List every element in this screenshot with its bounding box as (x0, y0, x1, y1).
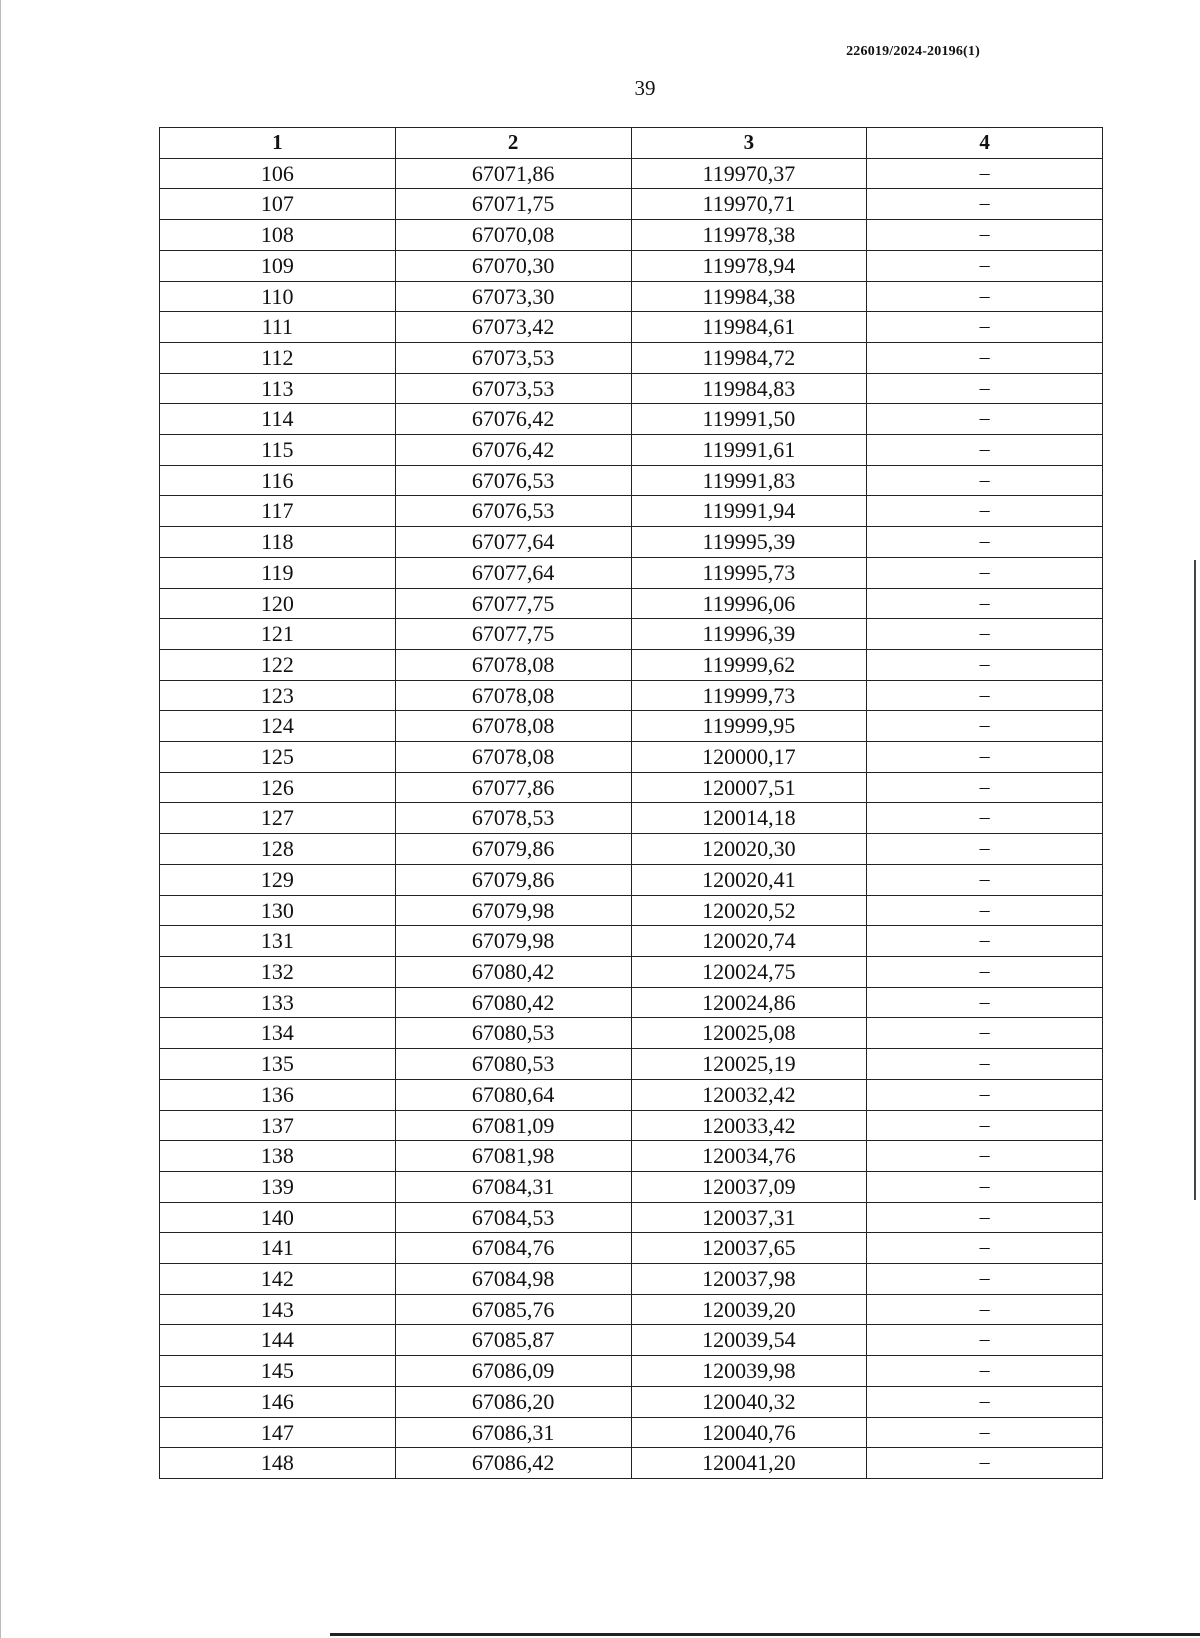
note-cell: – (867, 1079, 1103, 1110)
y-coordinate-cell: 119984,38 (631, 281, 867, 312)
x-coordinate-cell: 67078,08 (395, 742, 631, 773)
point-number-cell: 123 (160, 680, 396, 711)
x-coordinate-cell: 67076,53 (395, 496, 631, 527)
point-number-cell: 126 (160, 772, 396, 803)
y-coordinate-cell: 120000,17 (631, 742, 867, 773)
y-coordinate-cell: 120039,98 (631, 1356, 867, 1387)
x-coordinate-cell: 67079,86 (395, 834, 631, 865)
point-number-cell: 116 (160, 465, 396, 496)
table-row (160, 1448, 1103, 1479)
table-row (160, 926, 1103, 957)
point-number-cell: 127 (160, 803, 396, 834)
table-row (160, 312, 1103, 343)
note-cell: – (867, 1448, 1103, 1479)
point-number-cell: 114 (160, 404, 396, 435)
y-coordinate-cell: 119984,72 (631, 342, 867, 373)
y-coordinate-cell: 119991,94 (631, 496, 867, 527)
x-coordinate-cell: 67080,42 (395, 956, 631, 987)
point-number-cell: 108 (160, 220, 396, 251)
note-cell: – (867, 895, 1103, 926)
x-coordinate-cell: 67073,53 (395, 342, 631, 373)
table-row (160, 465, 1103, 496)
point-number-cell: 144 (160, 1325, 396, 1356)
y-coordinate-cell: 120033,42 (631, 1110, 867, 1141)
x-coordinate-cell: 67077,75 (395, 588, 631, 619)
coordinates-table (159, 127, 1103, 1479)
table-row (160, 1264, 1103, 1295)
table-row (160, 342, 1103, 373)
y-coordinate-cell: 119978,94 (631, 250, 867, 281)
note-cell: – (867, 1417, 1103, 1448)
y-coordinate-cell: 119991,61 (631, 435, 867, 466)
y-coordinate-cell: 120037,09 (631, 1171, 867, 1202)
point-number-cell: 146 (160, 1386, 396, 1417)
y-coordinate-cell: 119996,39 (631, 619, 867, 650)
note-cell: – (867, 158, 1103, 189)
y-coordinate-cell: 119999,73 (631, 680, 867, 711)
table-row (160, 250, 1103, 281)
note-cell: – (867, 1233, 1103, 1264)
point-number-cell: 109 (160, 250, 396, 281)
y-coordinate-cell: 120007,51 (631, 772, 867, 803)
point-number-cell: 132 (160, 956, 396, 987)
page-number: 39 (634, 76, 656, 100)
y-coordinate-cell: 119984,61 (631, 312, 867, 343)
column-header: 2 (395, 128, 631, 159)
table-header (160, 128, 1103, 159)
table-row (160, 711, 1103, 742)
note-cell: – (867, 1325, 1103, 1356)
x-coordinate-cell: 67077,86 (395, 772, 631, 803)
coordinates-table-container (159, 127, 1103, 1479)
y-coordinate-cell: 120037,65 (631, 1233, 867, 1264)
table-row (160, 1141, 1103, 1172)
table-row (160, 435, 1103, 466)
note-cell: – (867, 1049, 1103, 1080)
note-cell: – (867, 926, 1103, 957)
x-coordinate-cell: 67086,31 (395, 1417, 631, 1448)
table-row (160, 1356, 1103, 1387)
point-number-cell: 143 (160, 1294, 396, 1325)
note-cell: – (867, 342, 1103, 373)
table-row (160, 496, 1103, 527)
y-coordinate-cell: 119978,38 (631, 220, 867, 251)
y-coordinate-cell: 120040,76 (631, 1417, 867, 1448)
y-coordinate-cell: 120040,32 (631, 1386, 867, 1417)
point-number-cell: 147 (160, 1417, 396, 1448)
x-coordinate-cell: 67081,09 (395, 1110, 631, 1141)
point-number-cell: 130 (160, 895, 396, 926)
note-cell: – (867, 250, 1103, 281)
scan-edge-left (0, 0, 1, 1638)
note-cell: – (867, 987, 1103, 1018)
table-row (160, 281, 1103, 312)
x-coordinate-cell: 67079,86 (395, 864, 631, 895)
point-number-cell: 128 (160, 834, 396, 865)
note-cell: – (867, 496, 1103, 527)
note-cell: – (867, 465, 1103, 496)
y-coordinate-cell: 120039,54 (631, 1325, 867, 1356)
note-cell: – (867, 1110, 1103, 1141)
point-number-cell: 110 (160, 281, 396, 312)
point-number-cell: 107 (160, 189, 396, 220)
note-cell: – (867, 281, 1103, 312)
note-cell: – (867, 803, 1103, 834)
column-header: 4 (867, 128, 1103, 159)
x-coordinate-cell: 67078,08 (395, 711, 631, 742)
y-coordinate-cell: 119984,83 (631, 373, 867, 404)
document-reference: 226019/2024-20196(1) (846, 44, 980, 59)
table-row (160, 220, 1103, 251)
y-coordinate-cell: 120025,08 (631, 1018, 867, 1049)
note-cell: – (867, 557, 1103, 588)
table-row (160, 1049, 1103, 1080)
scan-edge-bottom (330, 1633, 1200, 1636)
x-coordinate-cell: 67086,20 (395, 1386, 631, 1417)
y-coordinate-cell: 120034,76 (631, 1141, 867, 1172)
x-coordinate-cell: 67070,30 (395, 250, 631, 281)
point-number-cell: 119 (160, 557, 396, 588)
table-row (160, 864, 1103, 895)
x-coordinate-cell: 67080,53 (395, 1018, 631, 1049)
note-cell: – (867, 189, 1103, 220)
x-coordinate-cell: 67076,53 (395, 465, 631, 496)
y-coordinate-cell: 119970,37 (631, 158, 867, 189)
table-row (160, 619, 1103, 650)
y-coordinate-cell: 119999,62 (631, 649, 867, 680)
table-header-row (160, 128, 1103, 159)
x-coordinate-cell: 67071,75 (395, 189, 631, 220)
x-coordinate-cell: 67077,64 (395, 527, 631, 558)
note-cell: – (867, 834, 1103, 865)
point-number-cell: 131 (160, 926, 396, 957)
table-body (160, 158, 1103, 1478)
note-cell: – (867, 373, 1103, 404)
table-row (160, 1294, 1103, 1325)
point-number-cell: 148 (160, 1448, 396, 1479)
table-row (160, 895, 1103, 926)
note-cell: – (867, 435, 1103, 466)
y-coordinate-cell: 120032,42 (631, 1079, 867, 1110)
x-coordinate-cell: 67078,08 (395, 680, 631, 711)
point-number-cell: 135 (160, 1049, 396, 1080)
point-number-cell: 113 (160, 373, 396, 404)
y-coordinate-cell: 120020,30 (631, 834, 867, 865)
table-row (160, 1417, 1103, 1448)
note-cell: – (867, 1202, 1103, 1233)
x-coordinate-cell: 67085,87 (395, 1325, 631, 1356)
note-cell: – (867, 772, 1103, 803)
note-cell: – (867, 527, 1103, 558)
x-coordinate-cell: 67084,31 (395, 1171, 631, 1202)
table-row (160, 1202, 1103, 1233)
y-coordinate-cell: 120020,52 (631, 895, 867, 926)
point-number-cell: 129 (160, 864, 396, 895)
table-row (160, 987, 1103, 1018)
note-cell: – (867, 619, 1103, 650)
y-coordinate-cell: 119999,95 (631, 711, 867, 742)
y-coordinate-cell: 119991,50 (631, 404, 867, 435)
x-coordinate-cell: 67080,64 (395, 1079, 631, 1110)
table-row (160, 1110, 1103, 1141)
x-coordinate-cell: 67084,53 (395, 1202, 631, 1233)
point-number-cell: 136 (160, 1079, 396, 1110)
table-row (160, 1325, 1103, 1356)
x-coordinate-cell: 67078,53 (395, 803, 631, 834)
table-row (160, 772, 1103, 803)
x-coordinate-cell: 67076,42 (395, 435, 631, 466)
scan-edge-right (1194, 560, 1196, 1200)
note-cell: – (867, 312, 1103, 343)
point-number-cell: 111 (160, 312, 396, 343)
point-number-cell: 142 (160, 1264, 396, 1295)
note-cell: – (867, 1294, 1103, 1325)
point-number-cell: 141 (160, 1233, 396, 1264)
note-cell: – (867, 1356, 1103, 1387)
note-cell: – (867, 1264, 1103, 1295)
point-number-cell: 140 (160, 1202, 396, 1233)
y-coordinate-cell: 119996,06 (631, 588, 867, 619)
table-row (160, 158, 1103, 189)
note-cell: – (867, 1018, 1103, 1049)
y-coordinate-cell: 120014,18 (631, 803, 867, 834)
x-coordinate-cell: 67079,98 (395, 895, 631, 926)
x-coordinate-cell: 67073,30 (395, 281, 631, 312)
table-row (160, 527, 1103, 558)
y-coordinate-cell: 119995,39 (631, 527, 867, 558)
x-coordinate-cell: 67070,08 (395, 220, 631, 251)
point-number-cell: 133 (160, 987, 396, 1018)
y-coordinate-cell: 119970,71 (631, 189, 867, 220)
y-coordinate-cell: 119991,83 (631, 465, 867, 496)
x-coordinate-cell: 67073,53 (395, 373, 631, 404)
point-number-cell: 124 (160, 711, 396, 742)
note-cell: – (867, 1141, 1103, 1172)
table-row (160, 680, 1103, 711)
point-number-cell: 120 (160, 588, 396, 619)
point-number-cell: 106 (160, 158, 396, 189)
note-cell: – (867, 742, 1103, 773)
x-coordinate-cell: 67085,76 (395, 1294, 631, 1325)
note-cell: – (867, 1386, 1103, 1417)
table-row (160, 742, 1103, 773)
table-row (160, 404, 1103, 435)
table-row (160, 1018, 1103, 1049)
point-number-cell: 112 (160, 342, 396, 373)
y-coordinate-cell: 120037,31 (631, 1202, 867, 1233)
table-row (160, 1233, 1103, 1264)
table-row (160, 1171, 1103, 1202)
y-coordinate-cell: 120024,86 (631, 987, 867, 1018)
y-coordinate-cell: 120041,20 (631, 1448, 867, 1479)
table-row (160, 834, 1103, 865)
x-coordinate-cell: 67078,08 (395, 649, 631, 680)
note-cell: – (867, 649, 1103, 680)
point-number-cell: 117 (160, 496, 396, 527)
table-row (160, 373, 1103, 404)
y-coordinate-cell: 120024,75 (631, 956, 867, 987)
x-coordinate-cell: 67084,98 (395, 1264, 631, 1295)
y-coordinate-cell: 119995,73 (631, 557, 867, 588)
x-coordinate-cell: 67079,98 (395, 926, 631, 957)
y-coordinate-cell: 120039,20 (631, 1294, 867, 1325)
x-coordinate-cell: 67073,42 (395, 312, 631, 343)
x-coordinate-cell: 67084,76 (395, 1233, 631, 1264)
note-cell: – (867, 588, 1103, 619)
point-number-cell: 115 (160, 435, 396, 466)
point-number-cell: 134 (160, 1018, 396, 1049)
y-coordinate-cell: 120020,41 (631, 864, 867, 895)
point-number-cell: 137 (160, 1110, 396, 1141)
table-row (160, 189, 1103, 220)
note-cell: – (867, 404, 1103, 435)
column-header: 3 (631, 128, 867, 159)
x-coordinate-cell: 67077,75 (395, 619, 631, 650)
table-row (160, 588, 1103, 619)
table-row (160, 956, 1103, 987)
note-cell: – (867, 864, 1103, 895)
point-number-cell: 125 (160, 742, 396, 773)
point-number-cell: 139 (160, 1171, 396, 1202)
x-coordinate-cell: 67071,86 (395, 158, 631, 189)
column-header: 1 (160, 128, 396, 159)
note-cell: – (867, 1171, 1103, 1202)
y-coordinate-cell: 120025,19 (631, 1049, 867, 1080)
y-coordinate-cell: 120037,98 (631, 1264, 867, 1295)
table-row (160, 1386, 1103, 1417)
point-number-cell: 118 (160, 527, 396, 558)
point-number-cell: 121 (160, 619, 396, 650)
x-coordinate-cell: 67076,42 (395, 404, 631, 435)
point-number-cell: 145 (160, 1356, 396, 1387)
table-row (160, 649, 1103, 680)
x-coordinate-cell: 67086,42 (395, 1448, 631, 1479)
note-cell: – (867, 680, 1103, 711)
point-number-cell: 138 (160, 1141, 396, 1172)
note-cell: – (867, 956, 1103, 987)
table-row (160, 557, 1103, 588)
table-row (160, 1079, 1103, 1110)
x-coordinate-cell: 67086,09 (395, 1356, 631, 1387)
x-coordinate-cell: 67081,98 (395, 1141, 631, 1172)
x-coordinate-cell: 67080,53 (395, 1049, 631, 1080)
note-cell: – (867, 711, 1103, 742)
x-coordinate-cell: 67077,64 (395, 557, 631, 588)
table-row (160, 803, 1103, 834)
note-cell: – (867, 220, 1103, 251)
point-number-cell: 122 (160, 649, 396, 680)
x-coordinate-cell: 67080,42 (395, 987, 631, 1018)
y-coordinate-cell: 120020,74 (631, 926, 867, 957)
